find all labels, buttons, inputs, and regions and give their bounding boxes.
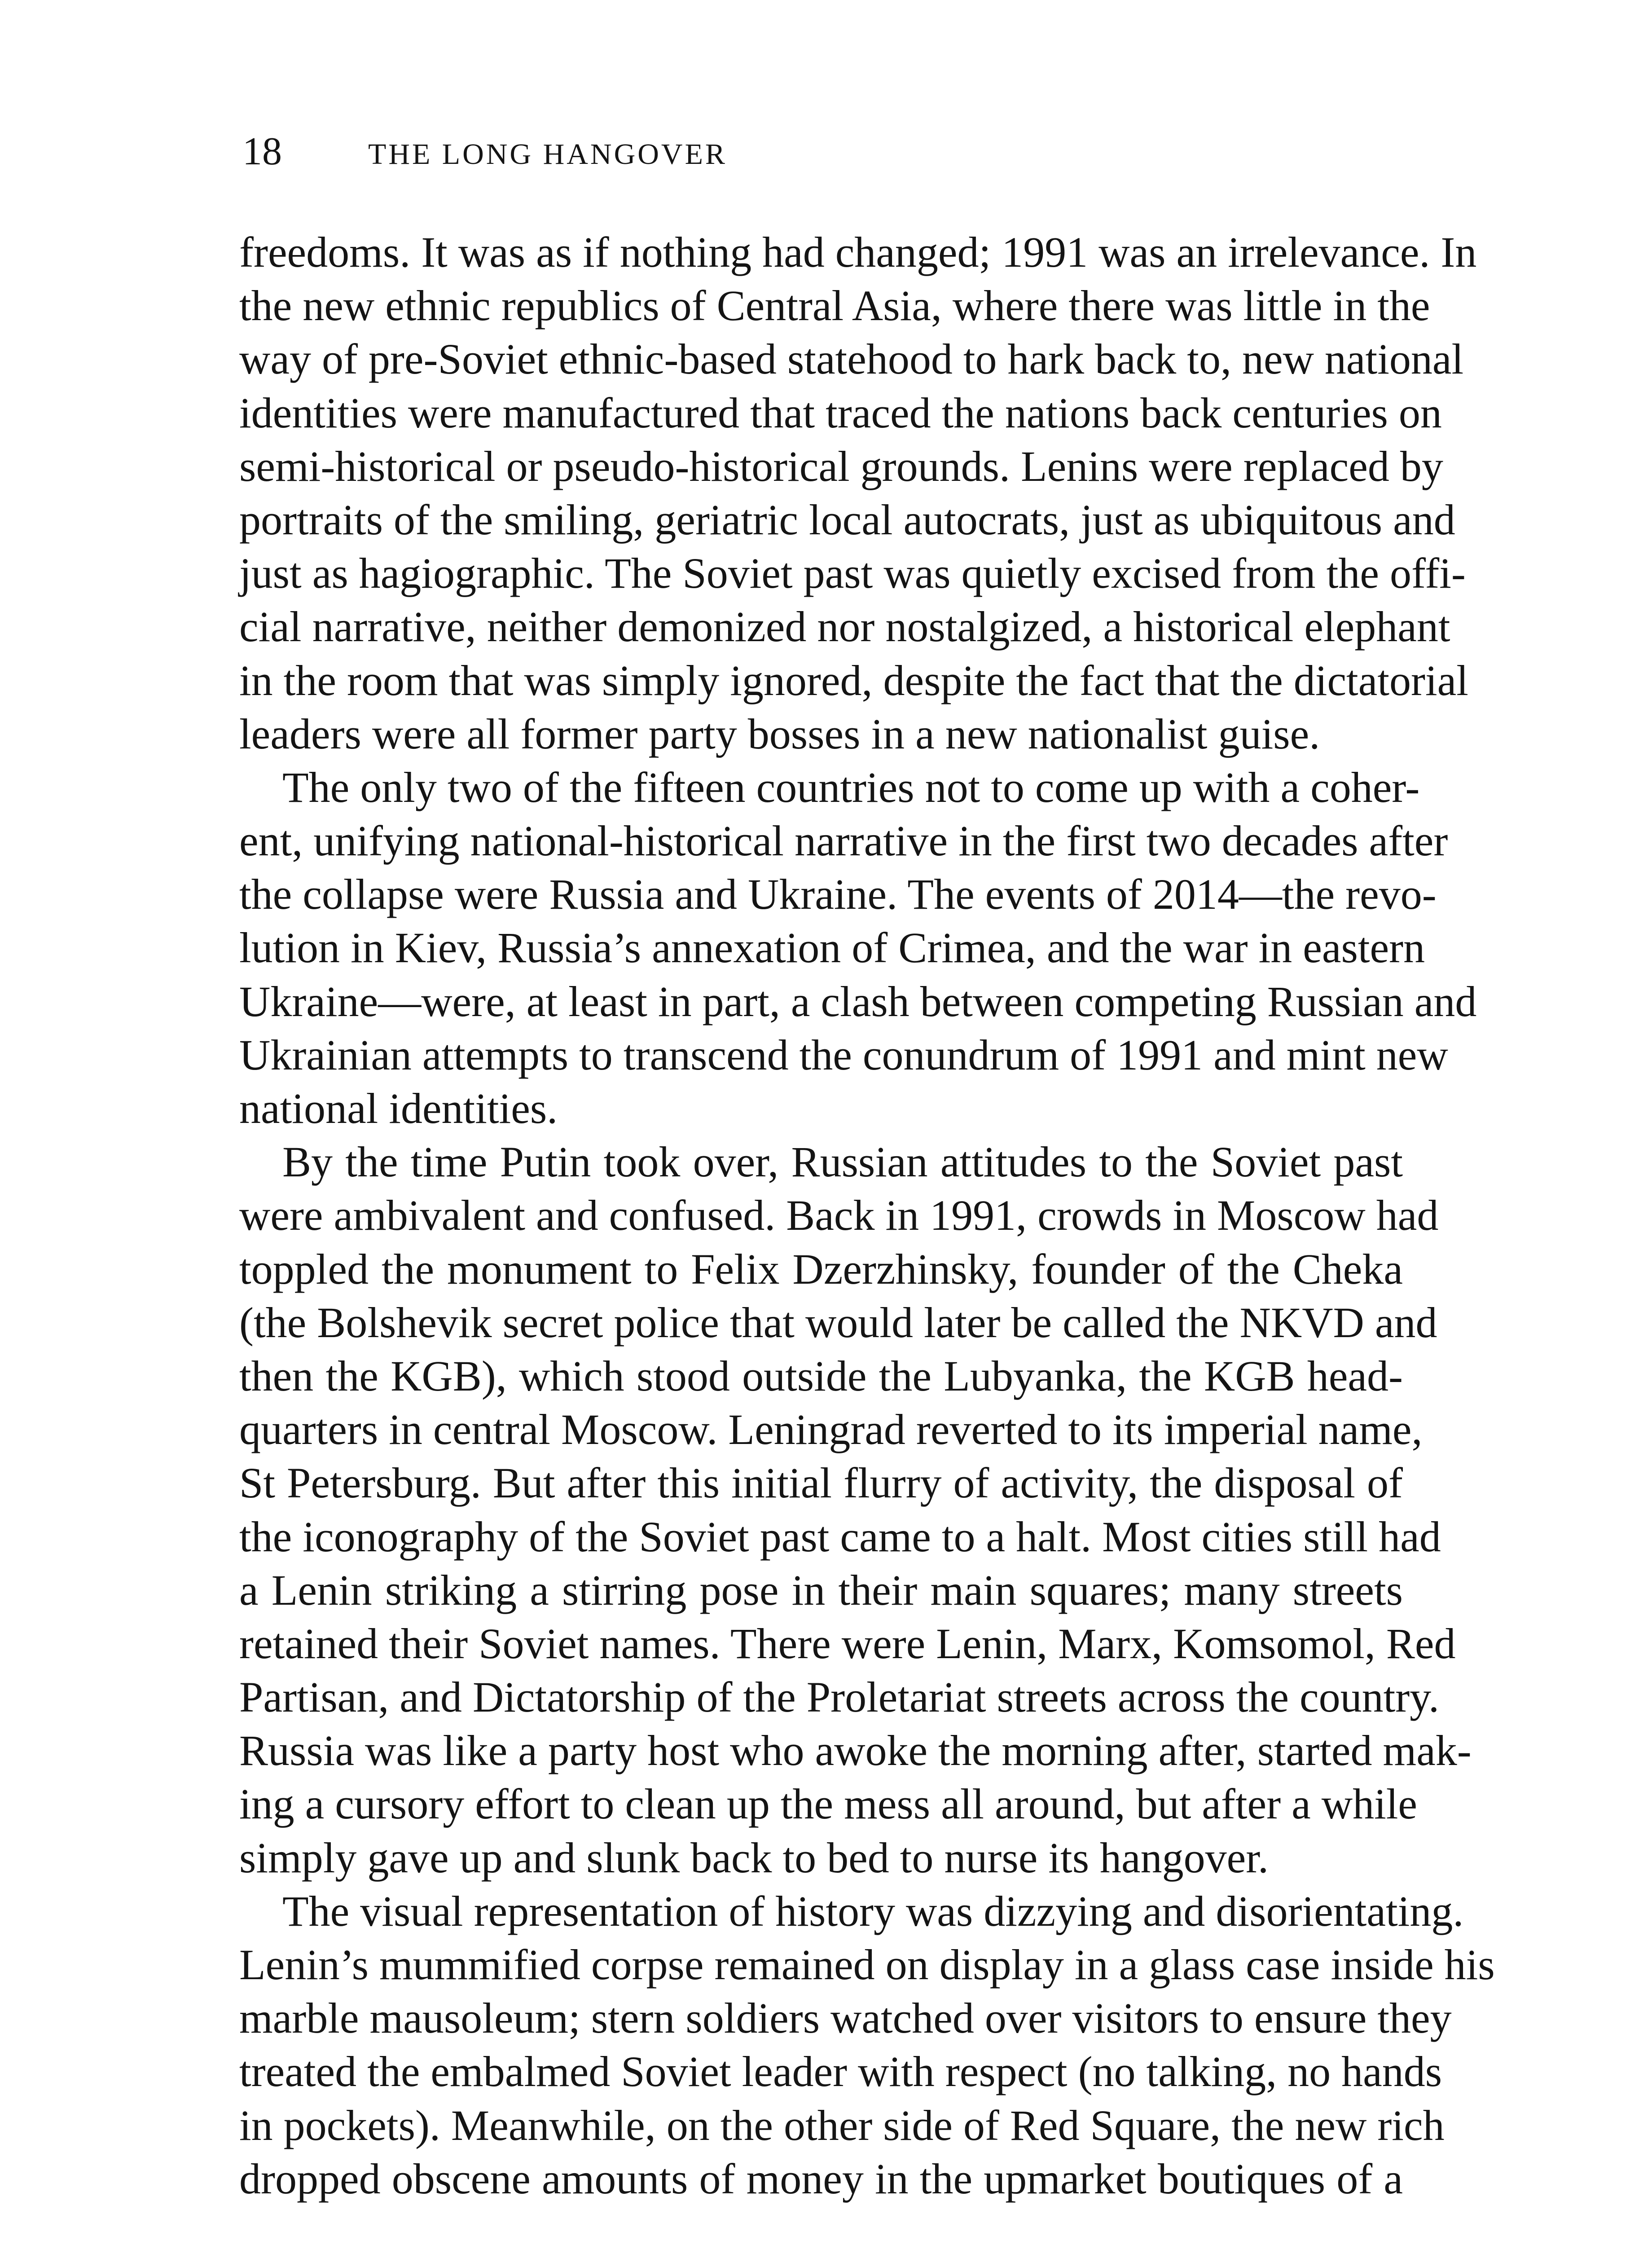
text-line: retained their Soviet names. There were Lenin, Marx, Komsomol, Red [239,1619,1456,1668]
text-line: in pockets). Meanwhile, on the other side of Red Square, the new rich [239,2101,1445,2149]
text-line: portraits of the smiling, geriatric local autocrats, just as ubiquitous and [239,495,1455,544]
text-line: St Petersburg. But after this initial flurry of activity, the disposal of [239,1459,1403,1507]
paragraph [239,761,1477,1135]
text-line: in the room that was simply ignored, despite the fact that the dictatorial [239,656,1468,704]
text-line: identities were manufactured that traced the nations back centuries on [239,388,1442,437]
text-line: the iconography of the Soviet past came to a halt. Most cities still had [239,1512,1441,1561]
text-line: leaders were all former party bosses in a new nationalist guise. [239,709,1320,758]
text-line: the collapse were Russia and Ukraine. The events of 2014—the revo- [239,870,1437,919]
text-line: freedoms. It was as if nothing had changed; 1991 was an irrelevance. In [239,228,1477,276]
body-text [239,225,1495,2205]
text-line: The visual representation of history was dizzying and disorientating. [282,1887,1464,1935]
text-line: lution in Kiev, Russia’s annexation of Crimea, and the war in eastern [239,924,1425,972]
text-line: marble mausoleum; stern soldiers watched over visitors to ensure they [239,1994,1452,2043]
text-line: ing a cursory effort to clean up the mess all around, but after a while [239,1780,1418,1828]
text-line: national identities. [239,1084,558,1132]
paragraph [239,1135,1472,1884]
text-line: then the KGB), which stood outside the Lubyanka, the KGB head- [239,1351,1403,1400]
text-line: toppled the monument to Felix Dzerzhinsky, founder of the Cheka [239,1245,1403,1293]
text-line: Ukrainian attempts to transcend the conundrum of 1991 and mint new [239,1030,1448,1079]
text-line: way of pre-Soviet ethnic-based statehood to hark back to, new national [239,335,1464,383]
text-line: just as hagiographic. The Soviet past was quietly excised from the offi- [239,549,1466,598]
paragraph [239,225,1477,761]
text-line: a Lenin striking a stirring pose in their main squares; many streets [239,1566,1403,1614]
page-number: 18 [242,130,282,173]
text-line: ent, unifying national-historical narrative in the first two decades after [239,817,1448,865]
text-line: semi-historical or pseudo-historical grounds. Lenins were replaced by [239,442,1443,490]
text-line: simply gave up and slunk back to bed to nurse its hangover. [239,1833,1269,1882]
page-header [242,125,1410,179]
text-line: treated the embalmed Soviet leader with respect (no talking, no hands [239,2047,1442,2096]
text-line: (the Bolshevik secret police that would later be called the NKVD and [239,1298,1437,1347]
running-head: THE LONG HANGOVER [368,138,727,171]
text-line: Russia was like a party host who awoke the morning after, started mak- [239,1726,1472,1775]
text-line: Partisan, and Dictatorship of the Proletariat streets across the country. [239,1673,1439,1721]
text-line: were ambivalent and confused. Back in 1991, crowds in Moscow had [239,1191,1439,1240]
text-line: The only two of the fifteen countries not to come up with a coher- [282,763,1420,811]
text-line: cial narrative, neither demonized nor nostalgized, a historical elephant [239,603,1450,651]
text-line: the new ethnic republics of Central Asia, where there was little in the [239,282,1430,330]
paragraph [239,1884,1495,2205]
text-line: Ukraine—were, at least in part, a clash between competing Russian and [239,977,1477,1026]
text-line: Lenin’s mummified corpse remained on display in a glass case inside his [239,1941,1495,1989]
text-line: By the time Putin took over, Russian attitudes to the Soviet past [282,1138,1403,1186]
text-line: dropped obscene amounts of money in the upmarket boutiques of a [239,2154,1403,2203]
text-line: quarters in central Moscow. Leningrad reverted to its imperial name, [239,1405,1423,1454]
